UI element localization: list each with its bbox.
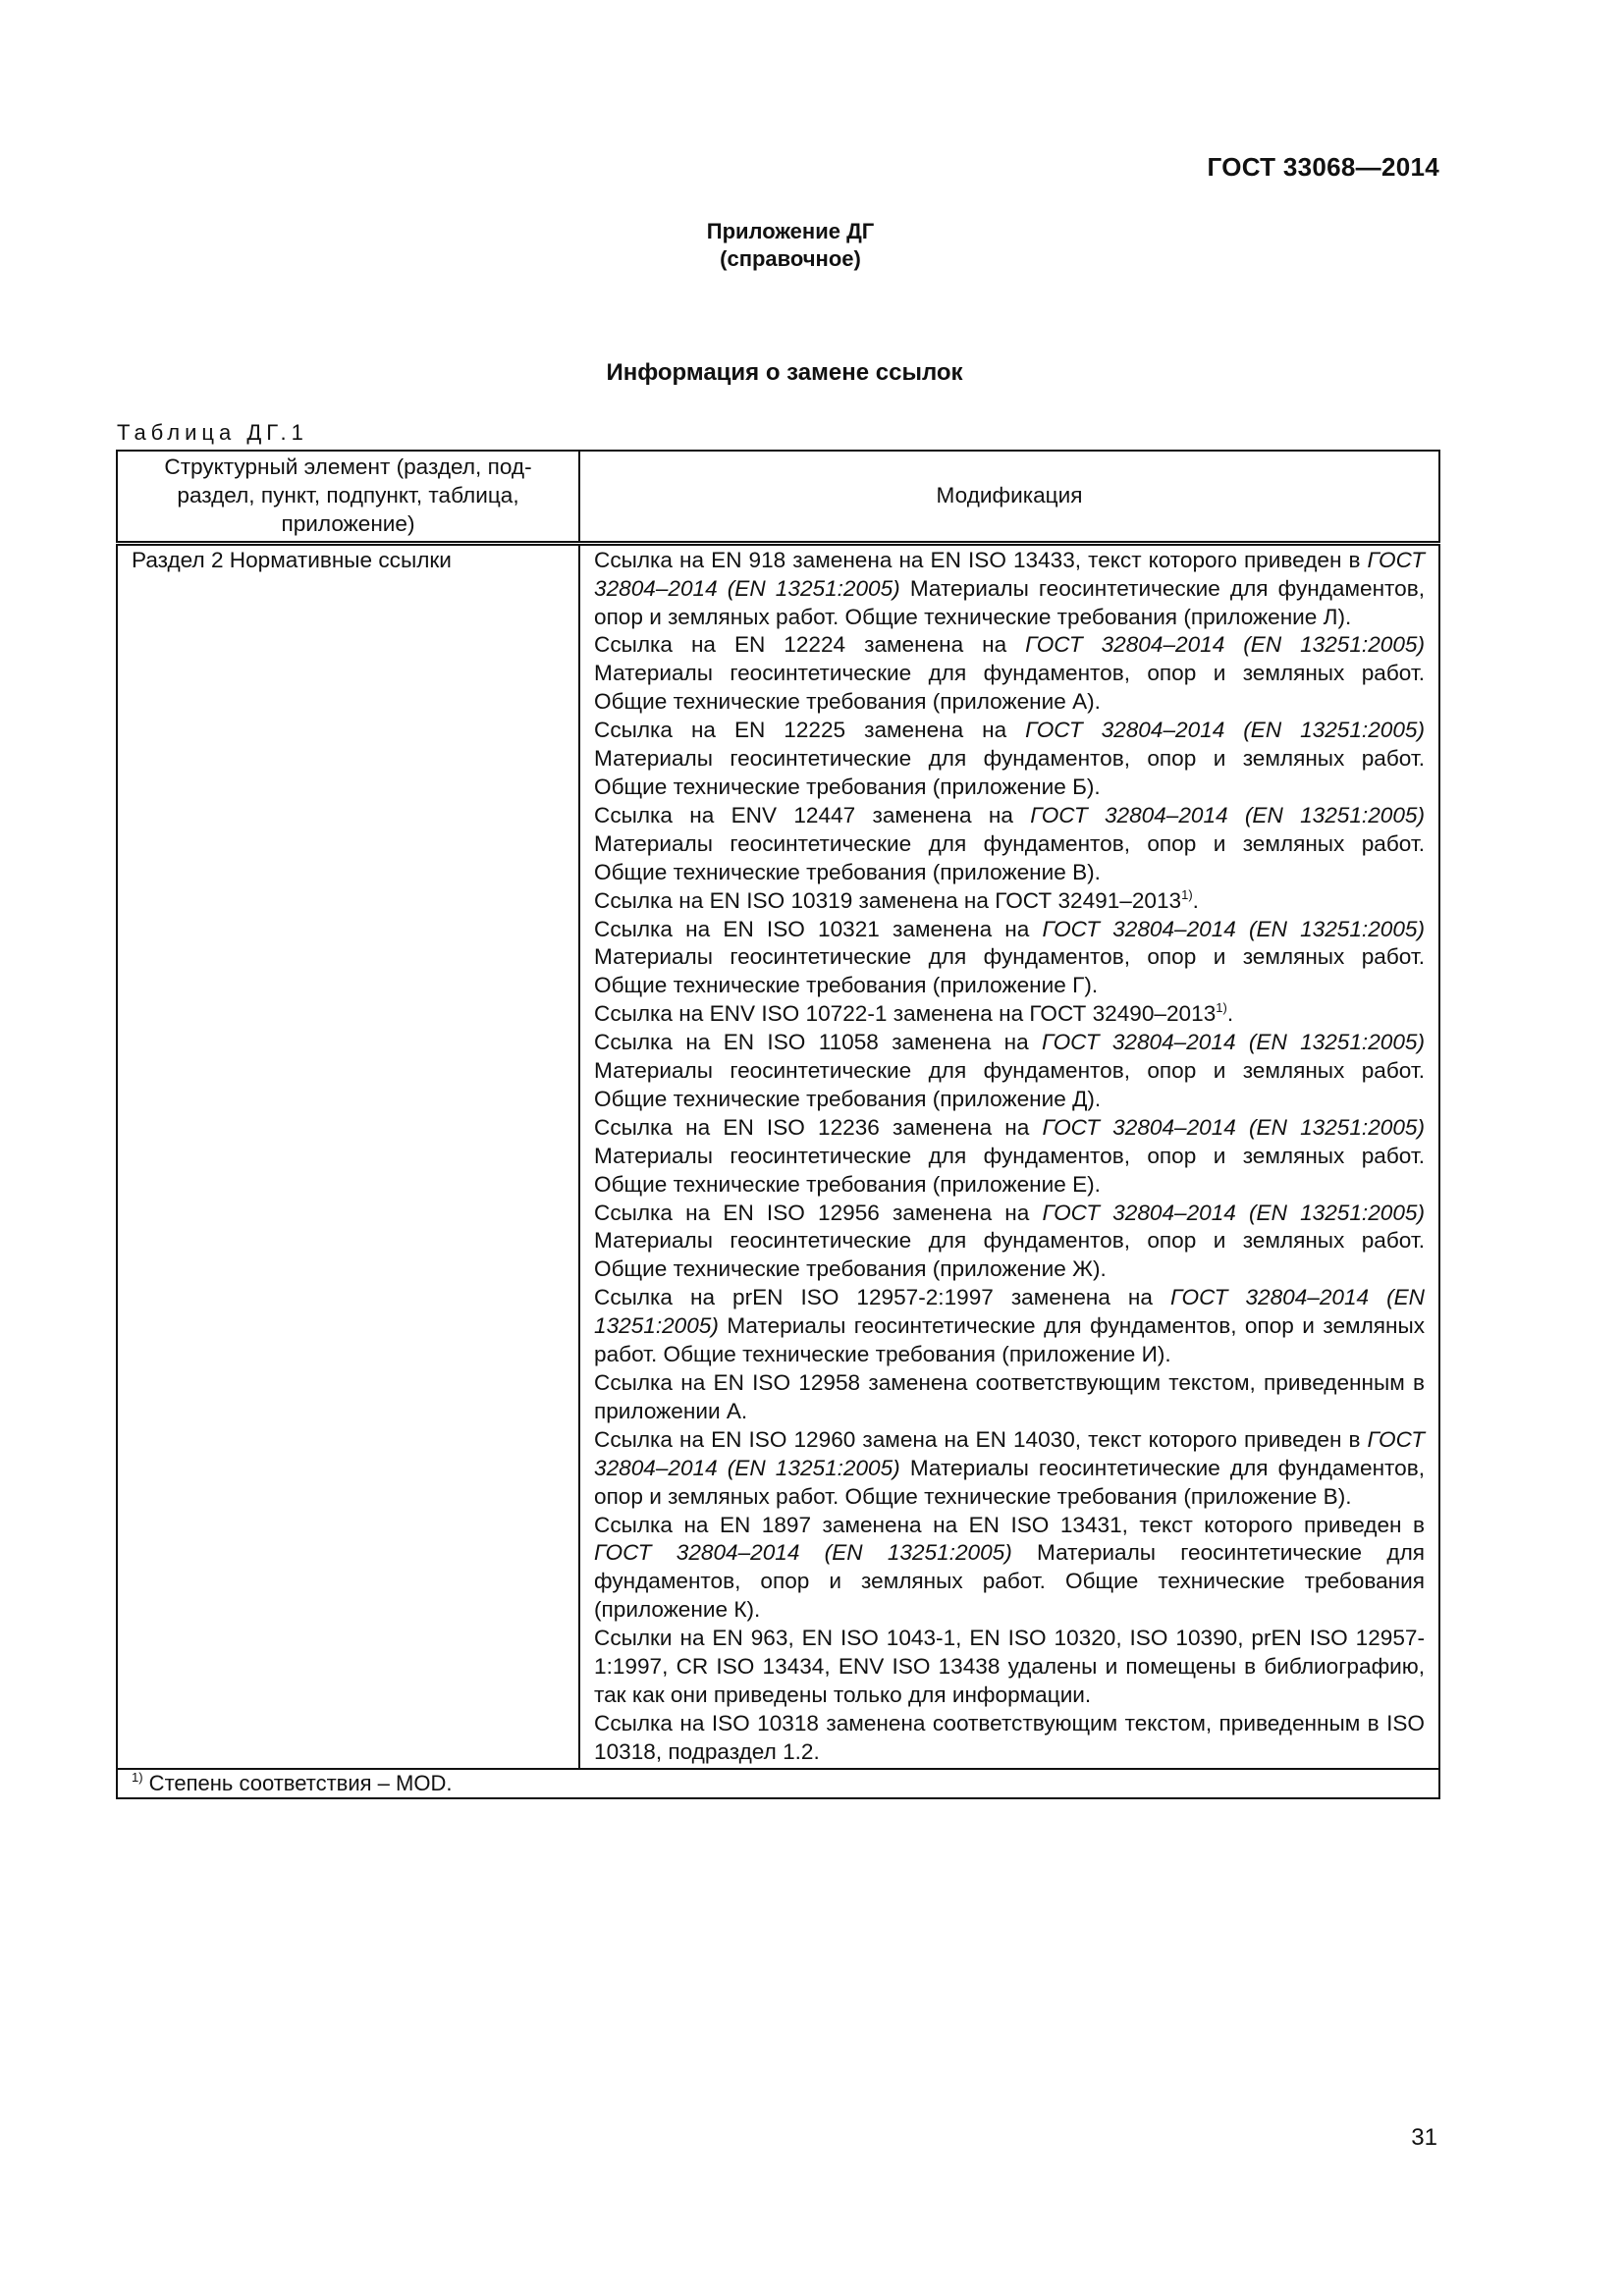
modification-paragraph — [594, 1284, 1425, 1369]
modification-paragraph — [594, 1000, 1425, 1029]
paragraph-text: Ссылка на EN 12225 заменена на — [594, 718, 1026, 743]
paragraph-text: Материалы геосинтетические для фундаментов, опор и земляных работ. Общие технические требования (приложение А). — [594, 661, 1425, 715]
standard-reference: ГОСТ 32804–2014 (EN 13251:2005) — [1042, 916, 1425, 941]
table-row — [117, 543, 1439, 1768]
paragraph-text: Ссылка на EN 1897 заменена на EN ISO 13431, текст которого приведен в — [594, 1512, 1425, 1537]
standard-reference: ГОСТ 32804–2014 (EN 13251:2005) — [594, 1426, 1425, 1480]
modification-paragraph — [594, 887, 1425, 916]
standard-reference: ГОСТ 32804–2014 (EN 13251:2005) — [1025, 632, 1425, 658]
appendix-heading — [0, 218, 1581, 273]
modification-paragraph — [594, 1426, 1425, 1512]
footnote-cell — [117, 1769, 1439, 1798]
modification-paragraph — [594, 717, 1425, 802]
footnote-text: Степень соответствия – MOD. — [142, 1770, 453, 1795]
paragraph-text: Ссылка на EN ISO 11058 заменена на — [594, 1030, 1043, 1055]
paragraph-text: Материалы геосинтетические для фундаментов, опор и земляных работ. Общие технические требования (приложение Б). — [594, 746, 1425, 799]
paragraph-text: Ссылка на prEN ISO 12957-2:1997 заменена на — [594, 1285, 1170, 1310]
paragraph-text: Ссылка на EN ISO 10319 заменена на ГОСТ 32491–2013 — [594, 887, 1182, 913]
table-caption: Таблица ДГ.1 — [117, 420, 308, 445]
standard-reference: ГОСТ 32804–2014 (EN 13251:2005) — [594, 547, 1425, 601]
footnote-marker: 1) — [132, 1769, 143, 1785]
modification-paragraph — [594, 1710, 1425, 1767]
standard-reference: ГОСТ 32804–2014 (EN 13251:2005) — [1030, 802, 1425, 828]
paragraph-text: Материалы геосинтетические для фундаментов, опор и земляных работ. Общие технические требования (приложение Г). — [594, 944, 1425, 998]
standard-reference: ГОСТ 32804–2014 (EN 13251:2005) — [1042, 1200, 1425, 1225]
paragraph-text: Ссылка на EN 12224 заменена на — [594, 632, 1026, 658]
paragraph-text: Ссылка на EN ISO 12960 замена на EN 14030, текст которого приведен в — [594, 1426, 1368, 1452]
modification-paragraph — [594, 1512, 1425, 1626]
paragraph-text: Ссылка на EN ISO 10321 заменена на — [594, 916, 1043, 941]
paragraph-text: Материалы геосинтетические для фундаментов, опор и земляных работ. Общие технические требования (приложение В). — [594, 1455, 1425, 1509]
modification-paragraph — [594, 1029, 1425, 1114]
standard-reference: ГОСТ 32804–2014 (EN 13251:2005) — [1042, 1114, 1425, 1140]
modification-paragraph — [594, 1625, 1425, 1710]
modification-paragraph — [594, 631, 1425, 717]
standard-reference: ГОСТ 32804–2014 (EN 13251:2005) — [1025, 718, 1425, 743]
footnote-marker: 1) — [1181, 886, 1193, 902]
paragraph-text: . — [1192, 887, 1199, 913]
appendix-kind: (справочное) — [720, 246, 861, 271]
paragraph-text: Ссылка на EN ISO 12236 заменена на — [594, 1114, 1043, 1140]
column-header-structural-element: Структурный элемент (раздел, под-раздел, пункт, подпункт, таблица, приложение) — [117, 451, 579, 543]
paragraph-text: Материалы геосинтетические для фундаментов, опор и земляных работ. Общие технические требования (приложение Е). — [594, 1143, 1425, 1197]
paragraph-text: Материалы геосинтетические для фундаментов, опор и земляных работ. Общие технические требования (приложение Д). — [594, 1058, 1425, 1111]
paragraph-text: Материалы геосинтетические для фундаментов, опор и земляных работ. Общие технические требования (приложение И). — [594, 1313, 1425, 1367]
footnote-row — [117, 1769, 1439, 1798]
paragraph-text: Материалы геосинтетические для фундаментов, опор и земляных работ. Общие технические требования (приложение Л). — [594, 575, 1425, 629]
modification-paragraph — [594, 802, 1425, 887]
paragraph-text: Ссылка на EN ISO 12958 заменена соответствующим текстом, приведенным в приложении А. — [594, 1370, 1425, 1423]
modification-paragraph — [594, 547, 1425, 632]
paragraph-text: Материалы геосинтетические для фундаментов, опор и земляных работ. Общие технические требования (приложение К). — [594, 1540, 1425, 1623]
footnote-marker: 1) — [1216, 1000, 1227, 1016]
reference-replacement-table — [116, 450, 1440, 1799]
document-title: Информация о замене ссылок — [606, 359, 963, 386]
standard-reference: ГОСТ 32804–2014 (EN 13251:2005) — [1042, 1030, 1425, 1055]
structural-element-cell: Раздел 2 Нормативные ссылки — [117, 543, 579, 1768]
paragraph-text: Материалы геосинтетические для фундаментов, опор и земляных работ. Общие технические требования (приложение Ж). — [594, 1228, 1425, 1282]
paragraph-text: Материалы геосинтетические для фундаментов, опор и земляных работ. Общие технические требования (приложение В). — [594, 830, 1425, 884]
appendix-title: Приложение ДГ — [706, 219, 875, 243]
table-header-row — [117, 451, 1439, 543]
paragraph-text: Ссылка на EN 918 заменена на EN ISO 13433, текст которого приведен в — [594, 547, 1368, 572]
paragraph-text: Ссылка на EN ISO 12956 заменена на — [594, 1200, 1043, 1225]
standard-code: ГОСТ 33068—2014 — [1207, 152, 1439, 182]
paragraph-text: . — [1226, 1001, 1234, 1027]
paragraph-text: Ссылка на ENV ISO 10722-1 заменена на ГОСТ 32490–2013 — [594, 1001, 1217, 1027]
paragraph-text: Ссылка на ENV 12447 заменена на — [594, 802, 1031, 828]
page-number: 31 — [1411, 2124, 1437, 2151]
standard-reference: ГОСТ 32804–2014 (EN 13251:2005) — [594, 1540, 1012, 1566]
column-header-modification: Модификация — [579, 451, 1439, 543]
paragraph-text: Ссылки на EN 963, EN ISO 1043-1, EN ISO 10320, ISO 10390, prEN ISO 12957-1:1997, CR ISO 13434, ENV ISO 13438 удалены и помещены в библиографию, так как они приведены только для информации. — [594, 1626, 1425, 1707]
modification-paragraph — [594, 1114, 1425, 1200]
modification-paragraph — [594, 1200, 1425, 1285]
modification-cell — [579, 543, 1439, 1768]
modification-paragraph — [594, 1369, 1425, 1426]
paragraph-text: Ссылка на ISO 10318 заменена соответствующим текстом, приведенным в ISO 10318, подраздел 1.2. — [594, 1710, 1425, 1764]
modification-paragraph — [594, 916, 1425, 1001]
standard-reference: ГОСТ 32804–2014 (EN 13251:2005) — [594, 1285, 1425, 1339]
